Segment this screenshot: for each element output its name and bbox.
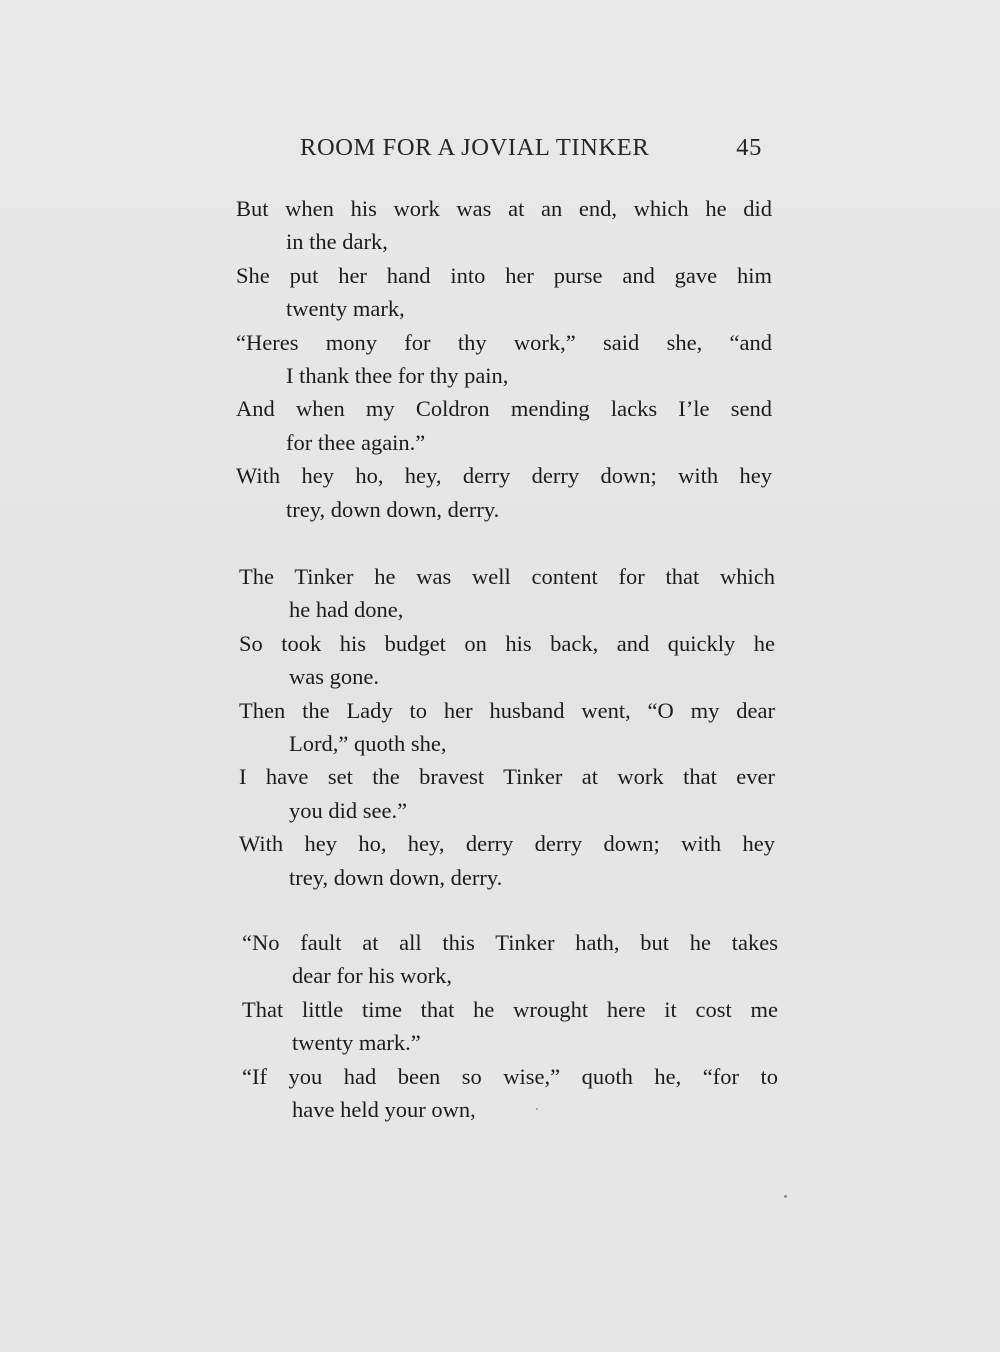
page-number: 45: [736, 134, 762, 161]
verse-line: “No fault at all this Tinker hath, but he takes: [242, 930, 778, 955]
stanza: [242, 926, 778, 1126]
verse-line-continuation: have held your own,: [292, 1096, 476, 1122]
verse-line: “If you had been so wise,” quoth he, “for to: [242, 1063, 778, 1089]
verse-line-continuation: you did see.”: [289, 797, 408, 823]
verse-line: So took his budget on his back, and quickly he: [239, 630, 775, 656]
running-title: ROOM FOR A JOVIAL TINKER: [300, 134, 650, 161]
verse-line: That little time that he wrought here it cost me: [242, 996, 778, 1022]
refrain-line: With hey ho, hey, derry derry down; with hey: [236, 463, 772, 489]
verse-line: Then the Lady to her husband went, “O my dear: [239, 697, 775, 723]
verse-line-continuation: twenty mark.”: [292, 1030, 421, 1056]
refrain-line: With hey ho, hey, derry derry down; with hey: [239, 831, 775, 857]
verse-line-continuation: I thank thee for thy pain,: [286, 362, 509, 388]
verse-line-continuation: for thee again.”: [286, 429, 426, 455]
verse-line-continuation: Lord,” quoth she,: [289, 730, 447, 756]
stanza: [239, 560, 775, 894]
verse-line: She put her hand into her purse and gave him: [236, 262, 772, 288]
verse-line: And when my Coldron mending lacks I’le send: [236, 396, 772, 422]
verse-line-continuation: was gone.: [289, 664, 379, 690]
running-header: [300, 134, 768, 174]
verse-line-continuation: dear for his work,: [292, 963, 452, 989]
refrain-line-continuation: trey, down down, derry.: [289, 864, 503, 890]
refrain-line-continuation: trey, down down, derry.: [286, 496, 500, 522]
verse-line: I have set the bravest Tinker at work that ever: [239, 764, 775, 790]
verse-line: But when his work was at an end, which he did: [236, 196, 772, 221]
verse-line-continuation: he had done,: [289, 597, 404, 623]
stanza: [236, 192, 772, 526]
verse-line-continuation: twenty mark,: [286, 296, 405, 322]
verse-line: The Tinker he was well content for that which: [239, 564, 775, 589]
verse-line-continuation: in the dark,: [286, 229, 388, 255]
paper-speck: [536, 1108, 538, 1110]
verse-line: “Heres mony for thy work,” said she, “and: [236, 329, 772, 355]
paper-speck: [784, 1195, 787, 1198]
